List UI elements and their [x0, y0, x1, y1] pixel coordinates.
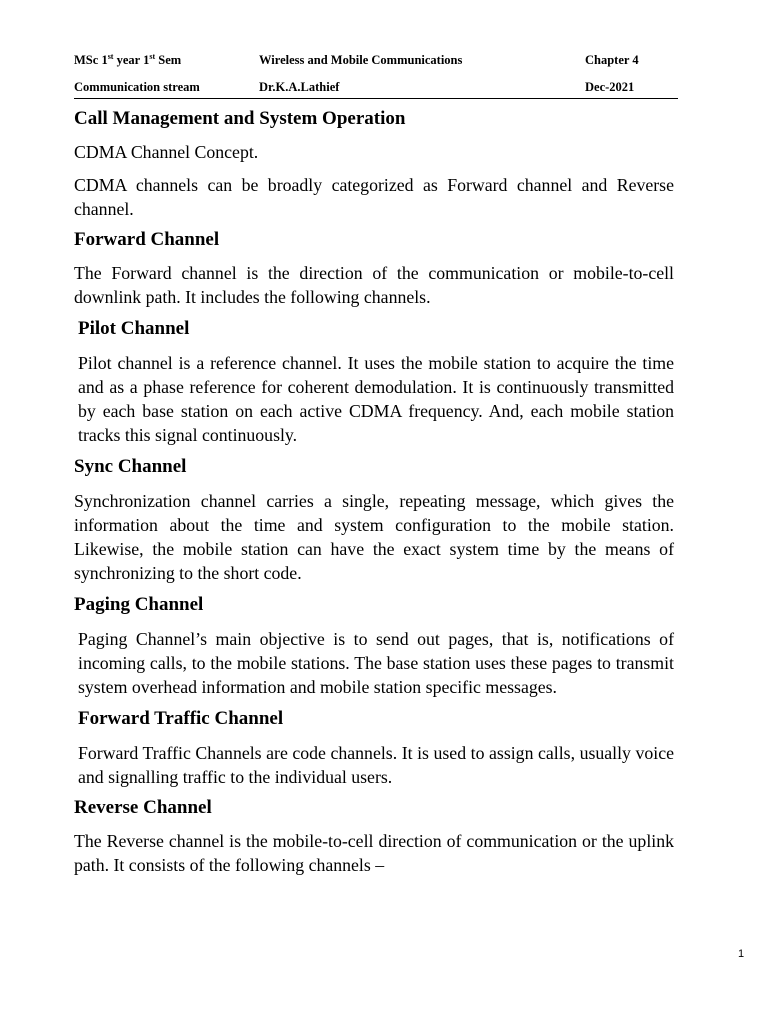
- header-subject: Wireless and Mobile Communications: [259, 53, 463, 67]
- header-row-2: [74, 78, 678, 96]
- forward-channel-paragraph: The Forward channel is the direction of the communication or mobile-to-cell downlink path. It includes the following channels.: [74, 263, 674, 307]
- pilot-channel-heading: Pilot Channel: [78, 318, 190, 339]
- header-year-sup: st: [107, 51, 114, 61]
- sync-channel-paragraph: Synchronization channel carries a single, repeating message, which gives the information about the time and system configuration to the mobile station. Likewise, the mobile station can have the exact system time by the means of synchronizing to the short code.: [74, 491, 674, 583]
- header-sem-sup: st: [149, 51, 156, 61]
- forward-channel-heading: Forward Channel: [74, 229, 220, 250]
- header-sem-text: Sem: [158, 53, 182, 67]
- reverse-channel-paragraph: The Reverse channel is the mobile-to-cell direction of communication or the uplink path. It consists of the following channels –: [74, 831, 674, 875]
- header-date: Dec-2021: [585, 80, 635, 94]
- reverse-channel-heading: Reverse Channel: [74, 797, 212, 818]
- header-chapter: Chapter 4: [585, 53, 639, 67]
- forward-traffic-channel-heading: Forward Traffic Channel: [78, 708, 284, 729]
- header-course: MSc: [74, 53, 99, 67]
- header-row-1: [74, 51, 678, 69]
- forward-traffic-channel-paragraph: Forward Traffic Channels are code channels. It is used to assign calls, usually voice and signalling traffic to the individual users.: [78, 743, 674, 787]
- document-body: [74, 106, 674, 877]
- header-year-text: year: [116, 53, 140, 67]
- header-author: Dr.K.A.Lathief: [259, 80, 340, 94]
- pilot-channel-paragraph: Pilot channel is a reference channel. It uses the mobile station to acquire the time and as a phase reference for coherent demodulation. It is continuously transmitted by each base station on each active CDMA frequency. And, each mobile station tracks this signal continuously.: [78, 353, 674, 445]
- page-number: 1: [738, 948, 745, 960]
- header-sem-num: 1: [143, 53, 150, 67]
- page-title: Call Management and System Operation: [74, 108, 406, 129]
- header-course-year: [74, 51, 181, 69]
- paging-channel-heading: Paging Channel: [74, 594, 204, 615]
- sync-channel-heading: Sync Channel: [74, 456, 187, 477]
- header-year-num: 1: [101, 53, 108, 67]
- header-divider: [74, 98, 678, 99]
- cdma-channels-paragraph: CDMA channels can be broadly categorized as Forward channel and Reverse channel.: [74, 175, 674, 219]
- document-page: [74, 0, 745, 1024]
- cdma-concept-text: CDMA Channel Concept.: [74, 142, 259, 162]
- header-stream: Communication stream: [74, 80, 200, 94]
- paging-channel-paragraph: Paging Channel’s main objective is to send out pages, that is, notifications of incoming calls, to the mobile stations. The base station uses these pages to transmit system overhead information and mobile station specific messages.: [78, 629, 674, 697]
